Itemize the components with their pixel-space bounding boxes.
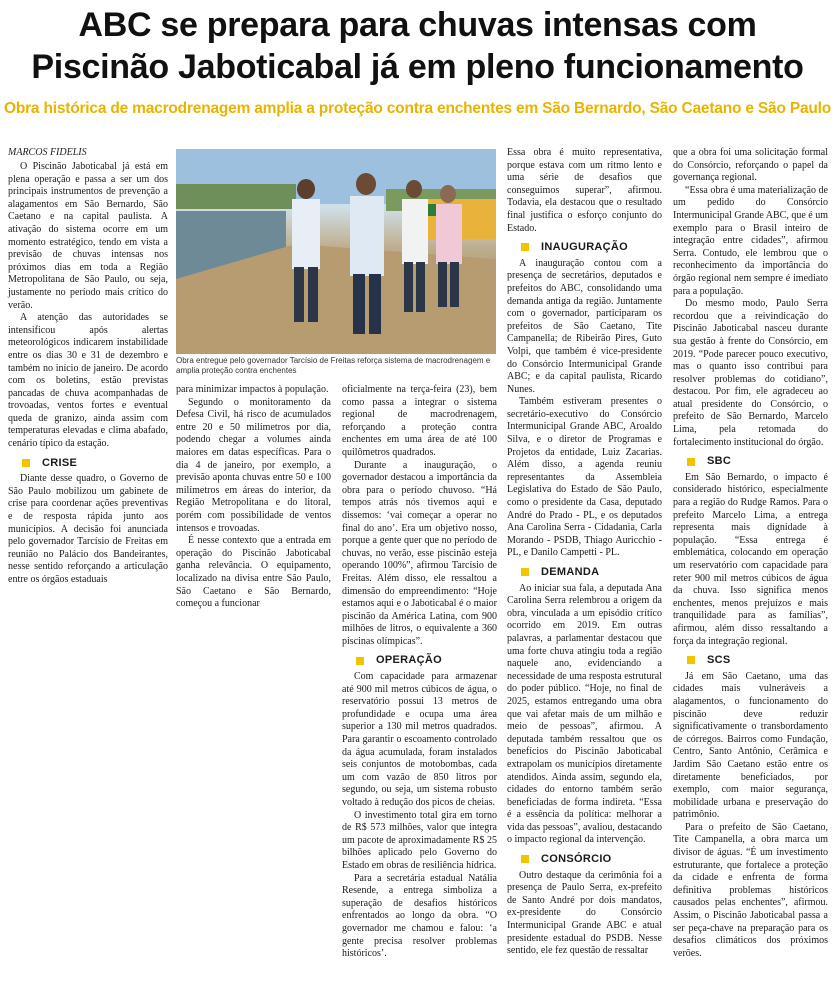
column-1 xyxy=(8,161,168,587)
section-heading-consorcio xyxy=(521,853,662,866)
yellow-square-icon xyxy=(687,458,695,466)
section-heading-sbc xyxy=(687,455,828,468)
paragraph: Também estiveram presentes o secretário-executivo do Consórcio Intermunicipal Grande ABC, Aroaldo Silva, e o diretor de Programas e Projetos da entidade, Luiz Zacarias. Além disso, a agenda reuniu representantes da Assembleia Legislativa do Estado de São Paulo, como o presidente da Casa, deputado André do Prado - PL, e os deputados Ana Carolina Serra - Cidadania, Carla Morando - PSDB, Thiago Auricchio - PL, e Danilo Campetti - PL. xyxy=(507,396,662,559)
section-heading-inauguracao xyxy=(521,241,662,254)
paragraph: Do mesmo modo, Paulo Serra recordou que a reivindicação do Piscinão Jaboticabal nasceu durante sua gestão à frente do Consórcio, em 2019. “Pode parecer pouco executivo, mas o quanto isso contribui para resolver problemas do cotidiano”, destacou. Por fim, ele agradeceu ao atual presidente do Consórcio, o prefeito de São Bernardo, Marcelo Lima, pela retomada do fortalecimento institucional do órgão. xyxy=(673,298,828,448)
yellow-square-icon xyxy=(521,855,529,863)
yellow-square-icon xyxy=(356,657,364,665)
section-heading-label: SCS xyxy=(707,654,731,667)
paragraph: Outro destaque da cerimônia foi a presença de Paulo Serra, ex-prefeito de Santo André por dois mandatos, ex-presidente do Consórcio Intermunicipal Grande ABC e atual presidente estadual do PSDB. Nesse sentido, ele fez questão de ressaltar xyxy=(507,869,662,957)
headline xyxy=(0,4,835,88)
photo-illustration xyxy=(176,149,496,354)
yellow-square-icon xyxy=(521,243,529,251)
paragraph: Com capacidade para armazenar até 900 mil metros cúbicos de água, o reservatório possui 13 metros de profundidade e ocupa uma área superior a 130 mil metros quadrados. Para garantir o escoamento controlado da água acumulada, foram instalados seis conjuntos de motobombas, cada um com vazão de 850 litros por segundo, ou seja, um sistema robusto voltado à redução dos picos de cheias. xyxy=(342,671,497,808)
yellow-square-icon xyxy=(687,656,695,664)
yellow-square-icon xyxy=(521,568,529,576)
paragraph: Essa obra é muito representativa, porque estava com um ritmo lento e uma série de desafios que conseguimos superar”, afirmou. Todavia, ela destacou que o resultado final justifica o esforço conjunto do Estado. xyxy=(507,147,662,234)
paragraph: A atenção das autoridades se intensificou após alertas meteorológicos indicarem instabilidade entre os dias 30 e 31 de dezembro e também no início de janeiro. De acordo com os boletins, estão previstas pancadas de chuva acompanhadas de trovoadas, ventos fortes e eventual queda de granizo, ainda assim com temperaturas elevadas e clima abafado, cenário típico da estação. xyxy=(8,312,168,450)
paragraph: oficialmente na terça-feira (23), bem como passa a integrar o sistema regional de macrodrenagem, reforçando a proteção contra enchentes em uma área de até 100 quilômetros quadrados. xyxy=(342,384,497,458)
section-heading-label: SBC xyxy=(707,455,732,468)
paragraph: É nesse contexto que a entrada em operação do Piscinão Jaboticabal ganha relevância. O equipamento, localizado na divisa entre São Paulo, São Caetano e São Bernardo, começou a funcionar xyxy=(176,535,331,610)
paragraph: “Essa obra é uma materialização de um pedido do Consórcio Intermunicipal Grande ABC, que é um exemplo para o Brasil inteiro de integração entre cidades”, afirmou Serra. Contudo, ele lembrou que o reconhecimento da importância do órgão regional nem sempre é imediato para a população. xyxy=(673,184,828,297)
paragraph: O Piscinão Jaboticabal já está em plena operação e passa a ser um dos principais instrumentos de prevenção a alagamentos em São Bernardo, São Caetano e na capital paulista. A ativação do sistema ocorre em um momento estratégico, tendo em vista a previsão de chuvas intensas nos próximos dias em toda a Região Metropolitana de São Paulo, ou seja, justamente no período mais crítico do verão. xyxy=(8,161,168,311)
section-heading-label: DEMANDA xyxy=(541,566,600,578)
column-3 xyxy=(342,384,497,961)
paragraph: Durante a inauguração, o governador destacou a importância da obra para o período chuvoso. “Há tempos atrás nós tivemos aqui e dissemos: ‘vai começar a operar no final do ano’. Era um objetivo nosso, porque a gente quer que no período de chuvas, no verão, esse piscinão esteja operando 100%”, afirmou Tarcísio de Freitas. Além disso, ele ressaltou a dimensão do empreendimento: “Hoje estamos aqui e o Jaboticabal é o maior piscinão da América Latina, com 900 milhões de litros, o equivalente a 360 piscinas olímpicas”. xyxy=(342,459,497,647)
section-heading-scs xyxy=(687,654,828,667)
byline: MARCOS FIDELIS xyxy=(8,147,87,158)
paragraph: Diante desse quadro, o Governo de São Paulo mobilizou um gabinete de crise para coordenar ações preventivas e de resposta rápida junto aos municípios. A decisão foi anunciada pelo governador Tarcísio de Freitas em reunião no Palácio dos Bandeirantes, nesse sentido reforçando a articulação entre os órgãos estaduais xyxy=(8,473,168,585)
column-4 xyxy=(507,147,662,958)
section-heading-label: CONSÓRCIO xyxy=(541,853,612,866)
paragraph: Em São Bernardo, o impacto é considerado histórico, especialmente para a região do Rudge Ramos. Para o prefeito Marcelo Lima, a entrega representa mais dignidade à população. “Essa entrega é emblemática, colocando em operação um reservatório com capacidade para reter 900 mil metros cúbicos de água da chuva. Isso significa menos enchentes, menos prejuízos e mais tranquilidade para as famílias”, afirmou, além disso ressaltando a força da integração regional. xyxy=(673,471,828,647)
section-heading-label: CRISE xyxy=(42,456,78,469)
photo-caption: Obra entregue pelo governador Tarcísio de Freitas reforça sistema de macrodrenagem e amplia proteção contra enchentes xyxy=(176,356,491,375)
section-heading-label: INAUGURAÇÃO xyxy=(541,241,629,254)
paragraph: para minimizar impactos à população. xyxy=(176,384,329,395)
article-photo xyxy=(176,149,496,354)
yellow-square-icon xyxy=(22,459,30,467)
headline-line-1: ABC se prepara para chuvas intensas com xyxy=(78,6,757,44)
paragraph: Já em São Caetano, uma das cidades mais vulneráveis a alagamentos, o funcionamento do piscinão deve reduzir significativamente o transbordamento de córregos. Bairros como Fundação, Centro, Santo Antônio, Cerâmica e Jardim São Caetano estão entre os diretamente beneficiados, por exemplo, com maior segurança, mobilidade urbana e preservação do patrimônio. xyxy=(673,670,828,821)
paragraph: Para o prefeito de São Caetano, Tite Campanella, a obra marca um divisor de águas. “É um investimento estruturante, que fortalece a proteção da cidade e enfrenta de forma definitiva problemas históricos causados pelas enchentes”, afirmou. Assim, o Piscinão Jaboticabal passa a ser peça-chave na preparação para os desafios climáticos dos próximos verões. xyxy=(673,821,828,959)
paragraph: Para a secretária estadual Natália Resende, a entrega simboliza a superação de desafios históricos enfrentados ao longo da obra. “O governador me chamou e falou: ‘a gente precisa resolver problemas históricos’. xyxy=(342,872,497,960)
paragraph: Ao iniciar sua fala, a deputada Ana Carolina Serra relembrou a origem da obra, vinculada a um episódio crítico ocorrido em 2019. Em outras palavras, a parlamentar destacou que uma forte chuva atingiu toda a região naquele ano, evidenciando a necessidade de uma resposta estrutural do poder público. “Hoje, no final de 2025, estamos entregando uma obra que vai afetar mais de um milhão e meio de pessoas”, afirmou. A deputada também ressaltou que os benefícios do Piscinão Jaboticabal extrapolam os municípios diretamente atendidos. Ainda assim, segundo ela, cidades do entorno também serão beneficiadas de forma indireta. “Essa é a essência da política: melhorar a vida das pessoas”, avaliou, destacando o impacto regional da intervenção. xyxy=(507,582,662,846)
section-heading-crise xyxy=(22,457,168,470)
paragraph: que a obra foi uma solicitação formal do Consórcio, reforçando o papel da governança regional. xyxy=(673,147,828,184)
column-2 xyxy=(176,384,331,611)
subheadline: Obra histórica de macrodrenagem amplia a proteção contra enchentes em São Bernardo, São Caetano e São Paulo xyxy=(3,100,832,117)
section-heading-label: OPERAÇÃO xyxy=(376,654,442,667)
paragraph: Segundo o monitoramento da Defesa Civil, há risco de acumulados entre 20 e 50 milímetros por dia, podendo chegar a volumes ainda maiores em datas específicas. Para o dia 4 de janeiro, por exemplo, a previsão aponta chuvas entre 50 e 100 milímetros em áreas do interior, da Região Metropolitana e do litoral, porém com possibilidade de ventos intensos e trovoadas. xyxy=(176,396,331,534)
headline-line-2: Piscinão Jaboticabal já em pleno funcionamento xyxy=(31,48,804,86)
section-heading-operacao xyxy=(356,654,497,667)
column-5 xyxy=(673,147,828,960)
paragraph: O investimento total gira em torno de R$ 573 milhões, valor que integra um pacote de aproximadamente R$ 25 bilhões aplicado pelo Governo do Estado em obras de resiliência hídrica. xyxy=(342,809,497,871)
paragraph: A inauguração contou com a presença de secretários, deputados e prefeitos do ABC, consolidando uma demanda antiga da região. Juntamente com o governador, participaram os prefeitos de São Caetano, Tite Campanella; de Ribeirão Pires, Guto Volpi, que também é vice-presidente do Consórcio Intermunicipal Grande ABC; e da capital paulista, Ricardo Nunes. xyxy=(507,257,662,395)
section-heading-demanda xyxy=(521,566,662,579)
